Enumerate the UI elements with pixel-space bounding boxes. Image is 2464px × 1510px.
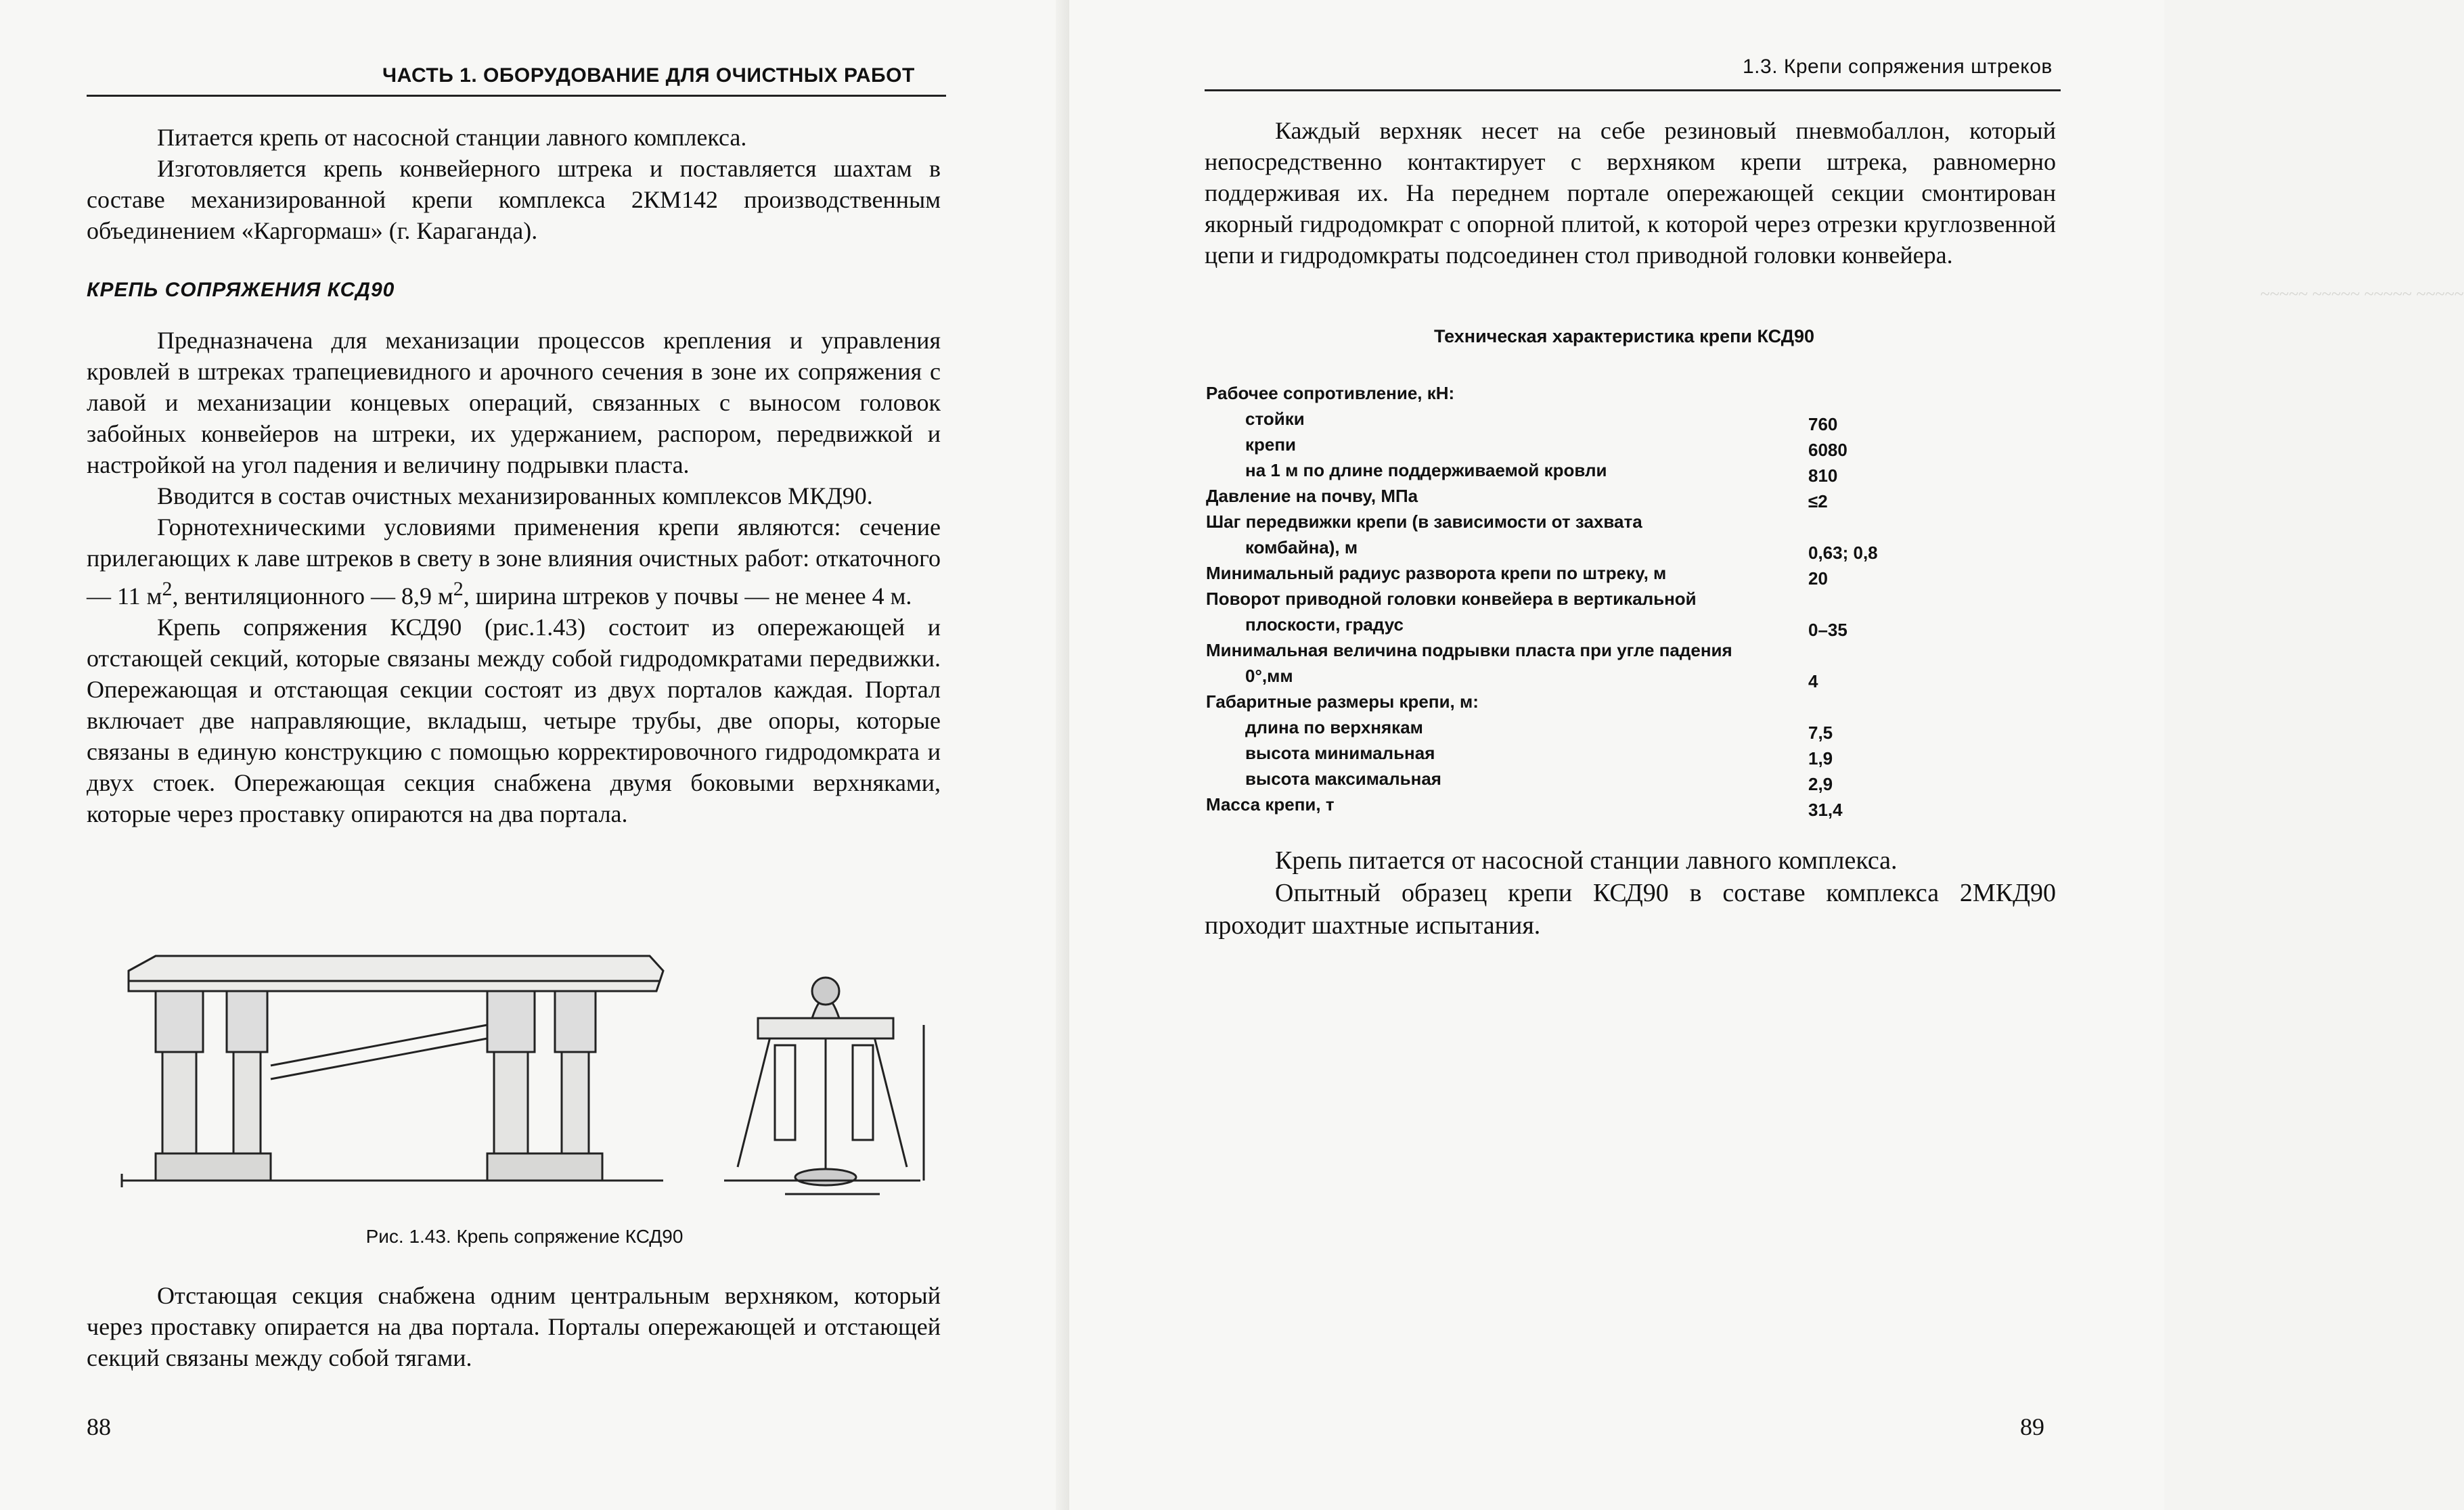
body-paragraph: Предназначена для механизации процессов крепления и управления кровлей в штреках трапециевидного и арочного сечения в зоне их сопряжения с лавой и механизации концевых операций, связанных с выносом головок забойных конвейеров на штреки, их удержанием, распором, передвижкой и настройкой на угол падения и величину подрывки пласта. [87, 327, 941, 478]
intro-text [87, 122, 941, 246]
spec-row: Поворот приводной головки конвейера в вертикальной [1206, 589, 1697, 609]
body-text [87, 325, 941, 829]
structure-paragraph: Крепь сопряжения КСД90 (рис.1.43) состоит из опережающей и отстающей секций, которые связаны между собой гидродомкратами передвижки. Опережающая и отстающая секции состоят из двух порталов каждая. Портал включает две направляющие, вкладыш, четыре трубы, две опоры, которые связаны в единую конструкцию с помощью корректировочного гидродомкрата и двух стоек. Опережающая секция снабжена двумя боковыми верхняками, которые через проставку опираются на два портала. [87, 614, 941, 827]
figure-caption: Рис. 1.43. Крепь сопряжение КСД90 [365, 1226, 684, 1247]
running-head-right: 1.3. Крепи сопряжения штреков [1743, 55, 2053, 78]
spec-table-title: Техническая характеристика крепи КСД90 [1433, 326, 1815, 346]
left-page [0, 0, 1069, 1510]
spec-row: Минимальная величина подрывки пласта при угле падения [1206, 640, 1732, 660]
page-number-right: 89 [2020, 1413, 2044, 1440]
spec-row: Масса крепи, т 31,4 [1206, 794, 1843, 820]
spec-row: Рабочее сопротивление, кН: [1206, 383, 1455, 403]
spec-row: Габаритные размеры крепи, м: [1206, 691, 1479, 712]
conditions-paragraph: Горнотехническими условиями применения крепи являются: сечение прилегающих к лаве штреков в свету в зоне влияния очистных работ: откаточного — 11 $м^2$, вентиляционного — 8,9 $м^2$, ширина штреков у почвы — не менее 4 м. [87, 513, 941, 610]
spec-row: длина по верхнякам 7,5 [1245, 717, 1833, 743]
spec-row: комбайна), м 0,63; 0,8 [1245, 537, 1878, 563]
running-head-left: ЧАСТЬ 1. ОБОРУДОВАНИЕ ДЛЯ ОЧИСТНЫХ РАБОТ [382, 64, 915, 87]
spec-row: на 1 м по длине поддерживаемой кровли 810 [1245, 460, 1838, 486]
body-paragraph: Вводится в состав очистных механизированных комплексов МКД90. [157, 482, 873, 509]
intro-paragraph: Питается крепь от насосной станции лавного комплекса. [157, 124, 747, 151]
spec-row: высота минимальная 1,9 [1245, 743, 1833, 769]
intro-paragraph: Изготовляется крепь конвейерного штрека и поставляется шахтам в составе механизированной крепи комплекса 2КМ142 производственным объединением «Каргормаш» (г. Караганда). [87, 155, 941, 244]
spec-row: плоскости, градус 0–35 [1245, 614, 1847, 640]
spec-row: крепи 6080 [1245, 434, 1847, 460]
page-number-left: 88 [87, 1413, 111, 1440]
spec-row: Шаг передвижки крепи (в зависимости от захвата [1206, 511, 1642, 532]
bleed-through-text: ~~~~~ ~~~~~ ~~~~~ ~~~~~ [2260, 284, 2464, 304]
spec-row: Давление на почву, МПа ≤2 [1206, 486, 1828, 511]
closing-text [1205, 844, 2056, 942]
closing-paragraph: Крепь питается от насосной станции лавного комплекса. [1275, 846, 1898, 875]
spec-row: Минимальный радиус разворота крепи по штреку, м 20 [1206, 563, 1828, 589]
header-rule-left [87, 95, 946, 97]
after-figure-text [87, 1280, 941, 1373]
spec-row: высота максимальная 2,9 [1245, 769, 1833, 794]
header-rule-right [1205, 89, 2061, 91]
top-paragraph: Каждый верхняк несет на себе резиновый пневмобаллон, который непосредственно контактирует с верхняком крепи штрека, равномерно поддерживая их. На переднем портале опережающей секции смонтирован якорный гидродомкрат с опорной плитой, к которой через отрезки круглозвенной цепи и гидродомкраты подсоединен стол приводной головки конвейера. [1205, 117, 2056, 269]
spec-row: стойки 760 [1245, 409, 1838, 434]
section-heading: КРЕПЬ СОПРЯЖЕНИЯ КСД90 [87, 279, 395, 301]
figure-ksd90-drawing [108, 951, 941, 1221]
spec-table [1206, 383, 2038, 820]
spec-row: 0°,мм 4 [1245, 666, 1818, 691]
after-figure-paragraph: Отстающая секция снабжена одним центральным верхняком, который через проставку опирается на два портала. Порталы опережающей и отстающей секций связаны между собой тягами. [87, 1282, 941, 1371]
top-text [1205, 115, 2056, 271]
closing-paragraph: Опытный образец крепи КСД90 в составе комплекса 2МКД90 проходит шахтные испытания. [1205, 879, 2056, 940]
